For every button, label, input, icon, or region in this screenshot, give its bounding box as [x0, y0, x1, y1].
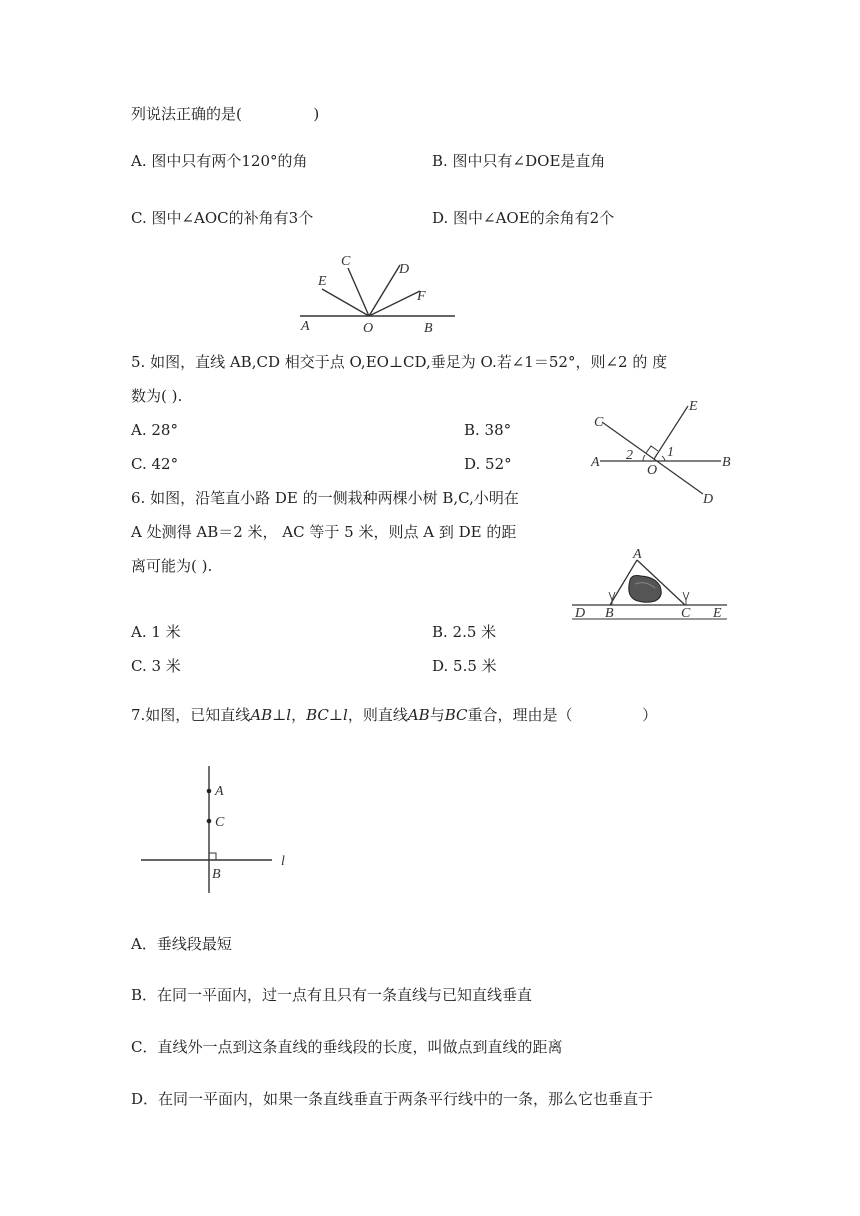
q6-label-B: B [605, 606, 614, 621]
q7-stem-prefix: 7.如图，已知直线 [131, 706, 251, 724]
q7-ab: AB [250, 706, 273, 724]
label-C: C [341, 254, 351, 269]
q5-label-D: D [703, 492, 714, 507]
label-E: E [318, 274, 327, 289]
q5-option-a: A. 28° [131, 421, 178, 439]
q7-label-B: B [212, 867, 221, 882]
q6-option-a: A. 1 米 [131, 623, 181, 641]
q6-option-d: D. 5.5 米 [432, 657, 497, 675]
q6-option-b: B. 2.5 米 [432, 623, 497, 641]
label-O: O [363, 321, 374, 336]
q5-label-C: C [594, 415, 604, 430]
q7-close-paren: ） [642, 706, 658, 724]
q7-option-c: C．直线外一点到这条直线的垂线段的长度，叫做点到直线的距离 [131, 1038, 563, 1056]
q7-stem-yu: 与 [429, 706, 445, 724]
q7-option-b: B．在同一平面内，过一点有且只有一条直线与已知直线垂直 [131, 986, 533, 1004]
q5-label-B: B [722, 455, 731, 470]
q5-label-O: O [647, 463, 658, 478]
question-stem-text: 列说法正确的是( [131, 105, 242, 123]
q5-option-b: B. 38° [464, 421, 512, 439]
label-B: B [424, 321, 433, 336]
label-F: F [417, 289, 426, 304]
q7-comma: ， [291, 706, 307, 724]
q7-bc: BC [306, 706, 329, 724]
q5-label-1: 1 [667, 445, 674, 460]
q7-perp: ⊥ [328, 706, 343, 724]
q7-stem-mid: ，则直线 [347, 706, 408, 724]
option-a: A. 图中只有两个120°的角 [131, 152, 308, 170]
q6-stem-line3: 离可能为( ). [131, 557, 213, 575]
q7-label-l: l [281, 854, 285, 869]
q6-label-A: A [633, 547, 642, 562]
q6-option-c: C. 3 米 [131, 657, 181, 675]
option-d: D. 图中∠AOE的余角有2个 [432, 209, 615, 227]
label-A: A [301, 319, 310, 334]
q5-stem-line1: 5. 如图，直线 AB,CD 相交于点 O,EO⊥CD,垂足为 O.若∠1＝52°，则∠2 的 度 [131, 353, 668, 371]
q7-ab: AB [407, 706, 430, 724]
q6-label-D: D [575, 606, 586, 621]
q7-option-d: D．在同一平面内，如果一条直线垂直于两条平行线中的一条，那么它也垂直于 [131, 1090, 654, 1108]
option-b: B. 图中只有∠DOE是直角 [432, 152, 606, 170]
q7-perp: ⊥ [272, 706, 287, 724]
q6-label-C: C [681, 606, 691, 621]
q5-option-d: D. 52° [464, 455, 512, 473]
q5-label-E: E [689, 399, 698, 414]
label-D: D [399, 262, 410, 277]
q7-l: l [286, 706, 292, 724]
q6-stem-line2: A 处测得 AB＝2 米， AC 等于 5 米，则点 A 到 DE 的距 [131, 523, 517, 541]
q7-stem-tail: 重合，理由是（ [467, 706, 573, 724]
q5-stem-line2: 数为( ). [131, 387, 183, 405]
q7-bc: BC [444, 706, 468, 724]
option-c: C. 图中∠AOC的补角有3个 [131, 209, 314, 227]
q5-label-2: 2 [626, 448, 633, 463]
answer-close-paren: ) [313, 105, 320, 123]
q7-l: l [343, 706, 348, 724]
q7-label-C: C [215, 815, 225, 830]
q6-label-E: E [713, 606, 722, 621]
q6-stem-line1: 6. 如图，沿笔直小路 DE 的一侧栽种两棵小树 B,C,小明在 [131, 489, 519, 507]
q5-label-A: A [591, 455, 600, 470]
q7-label-A: A [215, 784, 224, 799]
q5-option-c: C. 42° [131, 455, 179, 473]
q7-option-a: A．垂线段最短 [131, 935, 232, 953]
